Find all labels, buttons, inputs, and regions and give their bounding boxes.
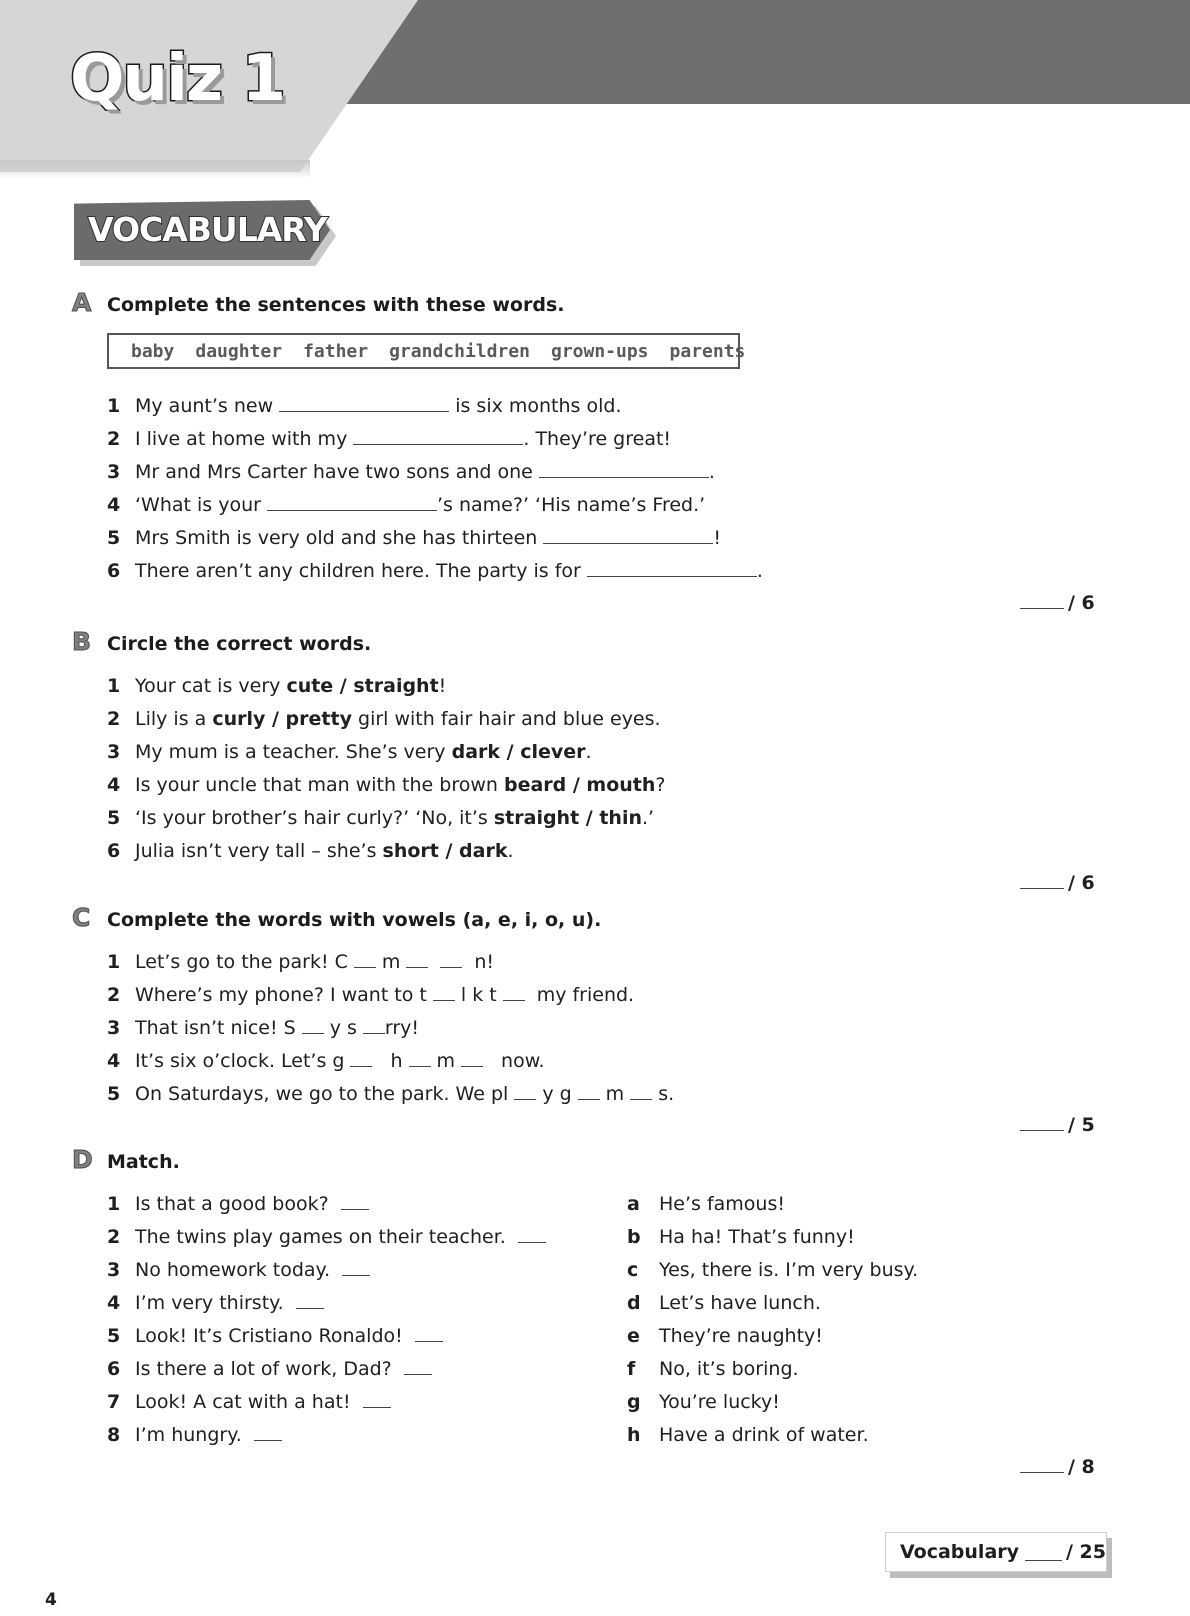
vowel-blank[interactable] bbox=[302, 1017, 324, 1034]
section-b-item-4: 4 Is your uncle that man with the brown beard / mouth? bbox=[107, 774, 666, 796]
answer-blank[interactable] bbox=[267, 494, 437, 511]
page-number: 4 bbox=[45, 1590, 57, 1610]
match-right-item-a: a He’s famous! bbox=[627, 1193, 785, 1215]
word-box-item: grandchildren bbox=[389, 340, 530, 362]
section-b-item-5: 5 ‘Is your brother’s hair curly?’ ‘No, it’s straight / thin.’ bbox=[107, 807, 655, 829]
section-a-score: / 6 bbox=[1020, 592, 1095, 614]
match-blank[interactable] bbox=[296, 1292, 324, 1309]
match-blank[interactable] bbox=[415, 1325, 443, 1342]
score-blank[interactable] bbox=[1020, 872, 1064, 889]
section-c-item-1: 1 Let’s go to the park! C m n! bbox=[107, 951, 495, 973]
match-blank[interactable] bbox=[341, 1193, 369, 1210]
match-right-item-g: g You’re lucky! bbox=[627, 1391, 780, 1413]
match-left-item-5: 5 Look! It’s Cristiano Ronaldo! bbox=[107, 1323, 443, 1349]
section-a-letter: A bbox=[72, 288, 92, 317]
match-left-item-4: 4 I’m very thirsty. bbox=[107, 1290, 324, 1316]
section-b-letter: B bbox=[72, 627, 92, 656]
match-right-item-d: d Let’s have lunch. bbox=[627, 1292, 821, 1314]
section-c-score: / 5 bbox=[1020, 1114, 1095, 1136]
word-box-item: father bbox=[303, 340, 369, 362]
section-b-item-2: 2 Lily is a curly / pretty girl with fair hair and blue eyes. bbox=[107, 708, 661, 730]
total-score-blank[interactable] bbox=[1025, 1544, 1062, 1561]
match-right-item-e: e They’re naughty! bbox=[627, 1325, 823, 1347]
vowel-blank[interactable] bbox=[354, 951, 376, 968]
match-blank[interactable] bbox=[254, 1424, 282, 1441]
match-right-item-h: h Have a drink of water. bbox=[627, 1424, 869, 1446]
word-choice[interactable]: beard / mouth bbox=[503, 774, 656, 796]
vowel-blank[interactable] bbox=[363, 1017, 385, 1034]
match-blank[interactable] bbox=[518, 1226, 546, 1243]
section-a-item-1: 1 My aunt’s new is six months old. bbox=[107, 395, 622, 417]
match-left-item-7: 7 Look! A cat with a hat! bbox=[107, 1389, 391, 1415]
word-choice[interactable]: curly / pretty bbox=[212, 708, 352, 730]
answer-blank[interactable] bbox=[587, 560, 757, 577]
total-score: / 25 bbox=[1066, 1541, 1106, 1563]
vowel-blank[interactable] bbox=[350, 1050, 372, 1067]
section-d-score: / 8 bbox=[1020, 1456, 1095, 1478]
vowel-blank[interactable] bbox=[503, 984, 525, 1001]
answer-blank[interactable] bbox=[543, 527, 713, 544]
total-label: Vocabulary bbox=[900, 1541, 1020, 1563]
match-left-item-1: 1 Is that a good book? bbox=[107, 1191, 369, 1217]
quiz-title: Quiz 1 bbox=[70, 42, 284, 116]
vocabulary-banner-label: VOCABULARY bbox=[88, 210, 327, 249]
match-left-item-6: 6 Is there a lot of work, Dad? bbox=[107, 1356, 432, 1382]
section-a-item-5: 5 Mrs Smith is very old and she has thirteen ! bbox=[107, 527, 721, 549]
vowel-blank[interactable] bbox=[461, 1050, 483, 1067]
word-box bbox=[107, 333, 746, 369]
score-blank[interactable] bbox=[1020, 1114, 1064, 1131]
word-choice[interactable]: cute / straight bbox=[286, 675, 439, 697]
section-b-title: Circle the correct words. bbox=[107, 633, 372, 655]
header-shadow bbox=[0, 160, 310, 178]
section-d-letter: D bbox=[72, 1145, 93, 1174]
vowel-blank[interactable] bbox=[514, 1083, 536, 1100]
section-b-item-3: 3 My mum is a teacher. She’s very dark / clever. bbox=[107, 741, 592, 763]
vowel-blank[interactable] bbox=[630, 1083, 652, 1100]
match-left-item-8: 8 I’m hungry. bbox=[107, 1422, 282, 1448]
section-a-item-3: 3 Mr and Mrs Carter have two sons and one . bbox=[107, 461, 715, 483]
section-c-item-2: 2 Where’s my phone? I want to t l k t my friend. bbox=[107, 984, 635, 1006]
vowel-blank[interactable] bbox=[406, 951, 428, 968]
section-b-item-6: 6 Julia isn’t very tall – she’s short / dark. bbox=[107, 840, 514, 862]
word-box-item: parents bbox=[669, 340, 746, 362]
section-c-item-4: 4 It’s six o’clock. Let’s g h m now. bbox=[107, 1050, 545, 1072]
match-left-item-2: 2 The twins play games on their teacher. bbox=[107, 1224, 546, 1250]
word-box-item: grown-ups bbox=[550, 340, 649, 362]
match-blank[interactable] bbox=[363, 1391, 391, 1408]
vowel-blank[interactable] bbox=[433, 984, 455, 1001]
section-a-title: Complete the sentences with these words. bbox=[107, 294, 565, 316]
word-choice[interactable]: short / dark bbox=[382, 840, 508, 862]
match-left-item-3: 3 No homework today. bbox=[107, 1257, 370, 1283]
answer-blank[interactable] bbox=[353, 428, 523, 445]
word-choice[interactable]: dark / clever bbox=[451, 741, 586, 763]
match-right-item-f: f No, it’s boring. bbox=[627, 1358, 799, 1380]
word-box-item: daughter bbox=[195, 340, 283, 362]
answer-blank[interactable] bbox=[539, 461, 709, 478]
section-a-item-4: 4 ‘What is your ’s name?’ ‘His name’s Fred.’ bbox=[107, 494, 706, 516]
match-blank[interactable] bbox=[404, 1358, 432, 1375]
vowel-blank[interactable] bbox=[578, 1083, 600, 1100]
section-c-title: Complete the words with vowels (a, e, i, o, u). bbox=[107, 909, 602, 931]
section-c-item-5: 5 On Saturdays, we go to the park. We pl y g m s. bbox=[107, 1083, 675, 1105]
vowel-blank[interactable] bbox=[409, 1050, 431, 1067]
score-blank[interactable] bbox=[1020, 1456, 1064, 1473]
section-a-item-6: 6 There aren’t any children here. The party is for . bbox=[107, 560, 763, 582]
vocabulary-total-box bbox=[885, 1532, 1107, 1572]
section-a-item-2: 2 I live at home with my . They’re great! bbox=[107, 428, 672, 450]
section-b-score: / 6 bbox=[1020, 872, 1095, 894]
match-blank[interactable] bbox=[342, 1259, 370, 1276]
vowel-blank[interactable] bbox=[440, 951, 462, 968]
answer-blank[interactable] bbox=[279, 395, 449, 412]
match-right-item-b: b Ha ha! That’s funny! bbox=[627, 1226, 855, 1248]
section-b-item-1: 1 Your cat is very cute / straight! bbox=[107, 675, 447, 697]
section-c-letter: C bbox=[72, 903, 91, 932]
match-right-item-c: c Yes, there is. I’m very busy. bbox=[627, 1259, 919, 1281]
word-box-item: baby bbox=[131, 340, 175, 362]
section-d-title: Match. bbox=[107, 1151, 180, 1173]
section-c-item-3: 3 That isn’t nice! S y s rry! bbox=[107, 1017, 420, 1039]
word-choice[interactable]: straight / thin bbox=[493, 807, 642, 829]
score-blank[interactable] bbox=[1020, 592, 1064, 609]
